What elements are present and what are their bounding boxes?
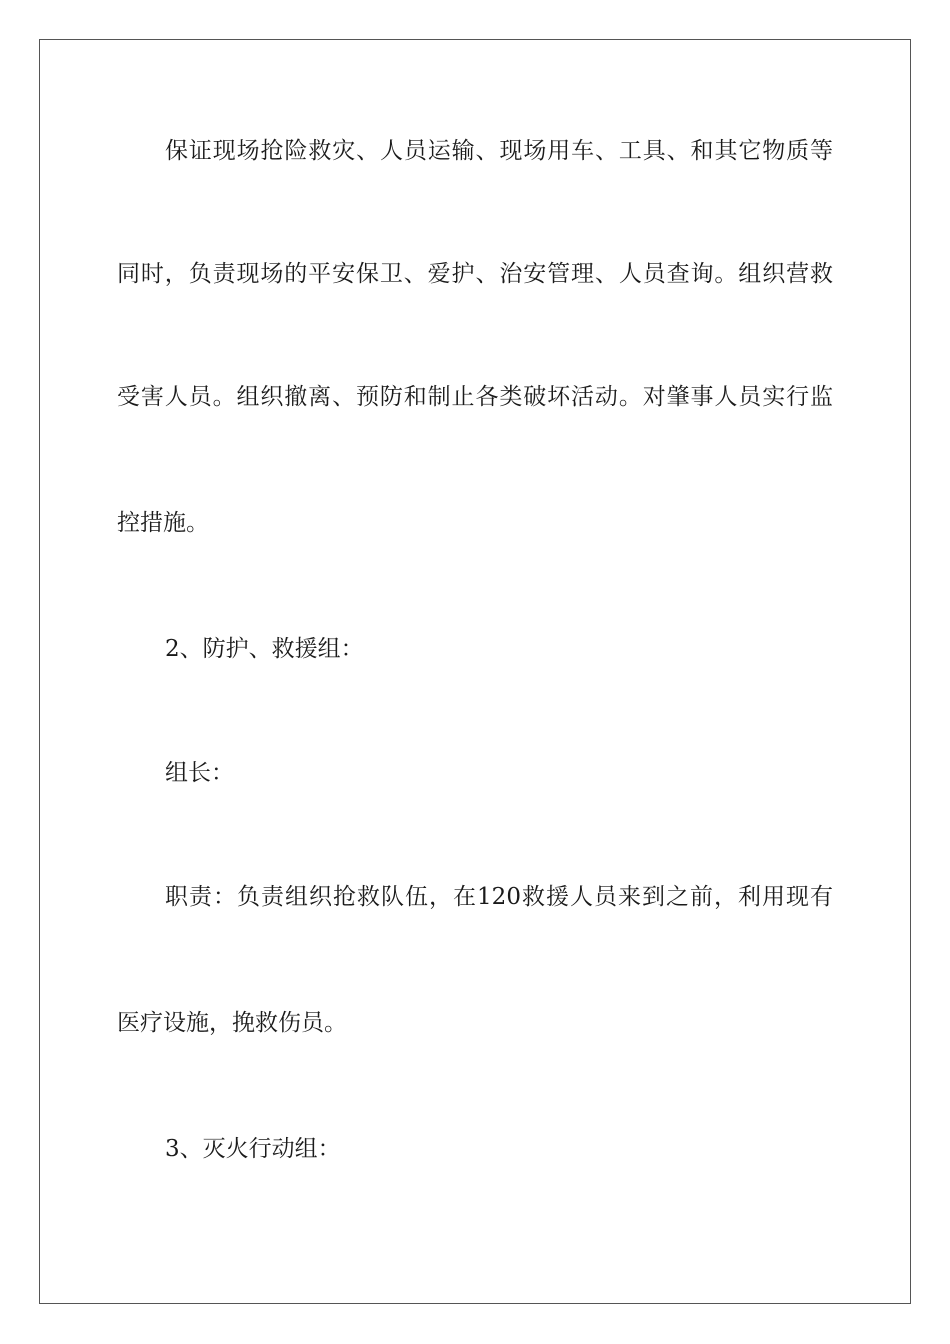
section-heading-firefighting: 3、灭火行动组： bbox=[165, 1136, 341, 1162]
paragraph-line-3: 受害人员。组织撤离、预防和制止各类破坏活动。对肇事人员实行监 bbox=[117, 384, 833, 410]
paragraph-line-2: 同时，负责现场的平安保卫、爱护、治安管理、人员查询。组织营救 bbox=[117, 261, 833, 287]
group-leader-label: 组长： bbox=[165, 760, 234, 786]
paragraph-line-4: 控措施。 bbox=[117, 510, 209, 536]
section-heading-protection-rescue: 2、防护、救援组： bbox=[165, 636, 364, 662]
paragraph-line-1: 保证现场抢险救灾、人员运输、现场用车、工具、和其它物质等 bbox=[165, 138, 833, 164]
duties-line-1: 职责：负责组织抢救队伍，在120救援人员来到之前，利用现有 bbox=[165, 884, 833, 910]
duties-line-2: 医疗设施，挽救伤员。 bbox=[117, 1010, 347, 1036]
page-border bbox=[39, 39, 911, 1304]
